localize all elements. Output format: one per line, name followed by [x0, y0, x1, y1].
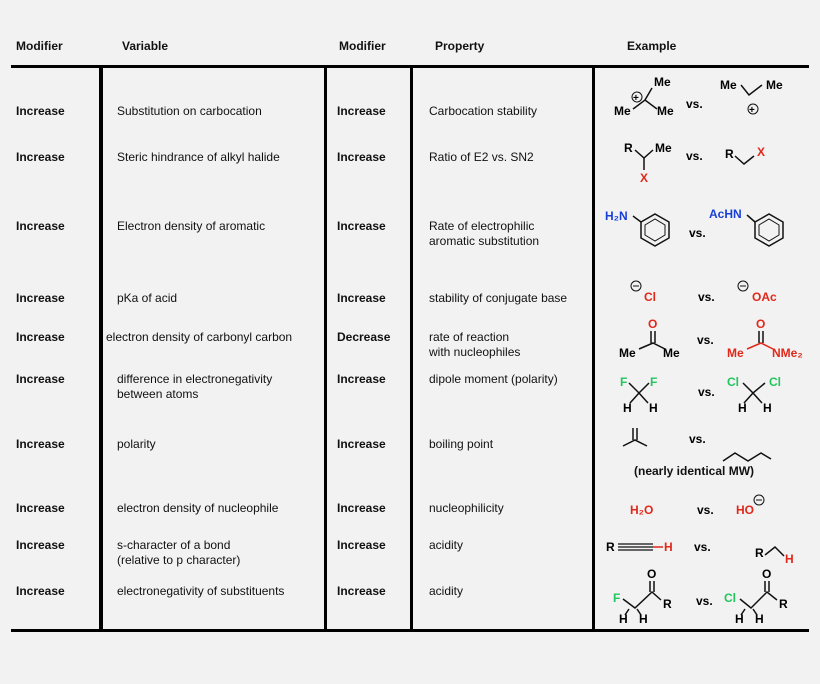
row-modifier-2: Increase [337, 219, 386, 233]
svg-text:F: F [650, 375, 658, 389]
svg-text:R: R [755, 546, 764, 560]
svg-text:Me: Me [766, 78, 783, 92]
nearly-identical-mw-note: (nearly identical MW) [634, 464, 755, 478]
row-modifier-1: Increase [16, 501, 65, 515]
row-modifier-2: Increase [337, 437, 386, 451]
column-divider-1 [99, 68, 103, 629]
row-modifier-1: Increase [16, 538, 65, 552]
aniline-structures [597, 200, 812, 260]
svg-text:X: X [757, 145, 766, 159]
row-variable: electron density of carbonyl carbon [106, 330, 293, 344]
svg-text:O: O [756, 317, 766, 331]
row-property: boiling point [429, 437, 494, 451]
row-modifier-2: Decrease [337, 330, 391, 344]
header-modifier-2: Modifier [339, 39, 386, 53]
svg-text:H₂N: H₂N [605, 209, 628, 223]
header-variable: Variable [122, 39, 169, 53]
svg-text:H: H [623, 401, 632, 415]
column-divider-2 [324, 68, 327, 629]
svg-text:H: H [639, 612, 648, 625]
svg-text:Cl: Cl [724, 591, 736, 605]
svg-text:vs.: vs. [698, 385, 715, 399]
row-modifier-2: Increase [337, 104, 386, 118]
svg-text:Me: Me [654, 75, 671, 89]
row-modifier-2: Increase [337, 291, 386, 305]
svg-text:vs.: vs. [694, 540, 711, 554]
svg-text:H₂O: H₂O [630, 503, 654, 517]
column-divider-4 [592, 68, 595, 629]
substituent-structures [597, 565, 812, 625]
row-modifier-1: Increase [16, 291, 65, 305]
row-variable: electron density of nucleophile [117, 501, 279, 515]
svg-text:+: + [633, 93, 639, 104]
row-variable: polarity [117, 437, 156, 451]
dipole-structures [597, 370, 812, 430]
svg-text:H: H [763, 401, 772, 415]
row-property: Rate of electrophilic aromatic substitution [429, 219, 540, 248]
svg-text:Cl: Cl [727, 375, 739, 389]
svg-text:Me: Me [727, 346, 744, 360]
svg-text:Me: Me [720, 78, 737, 92]
row-modifier-1: Increase [16, 372, 65, 386]
column-divider-3 [410, 68, 413, 629]
example-carbocation [597, 75, 812, 135]
svg-text:NMe₂: NMe₂ [772, 346, 803, 360]
row-property: nucleophilicity [429, 501, 504, 515]
svg-text:F: F [620, 375, 628, 389]
row-modifier-2: Increase [337, 538, 386, 552]
svg-text:Cl: Cl [644, 290, 656, 304]
row-modifier-1: Increase [16, 584, 65, 598]
example-carbonyl [597, 316, 812, 376]
row-modifier-2: Increase [337, 584, 386, 598]
row-property: acidity [429, 538, 464, 552]
svg-text:O: O [648, 317, 658, 331]
svg-text:Me: Me [619, 346, 636, 360]
example-aromatic [597, 200, 812, 260]
svg-text:R: R [663, 597, 672, 611]
svg-text:H: H [785, 552, 794, 566]
svg-text:Cl: Cl [769, 375, 781, 389]
row-property: acidity [429, 584, 464, 598]
row-variable: Steric hindrance of alkyl halide [117, 150, 280, 164]
row-modifier-1: Increase [16, 104, 65, 118]
svg-text:O: O [647, 567, 657, 581]
svg-text:AcHN: AcHN [709, 207, 742, 221]
svg-text:R: R [606, 540, 615, 554]
svg-text:X: X [640, 171, 649, 185]
row-modifier-1: Increase [16, 150, 65, 164]
row-variable: s-character of a bond (relative to p character) [117, 538, 241, 567]
carbocation-structures [597, 75, 812, 135]
svg-text:vs.: vs. [697, 333, 714, 347]
svg-text:Me: Me [657, 104, 674, 118]
row-property: rate of reaction with nucleophiles [429, 330, 521, 359]
svg-text:vs.: vs. [689, 432, 706, 446]
row-variable: Electron density of aromatic [117, 219, 266, 233]
row-property: stability of conjugate base [429, 291, 568, 305]
svg-text:H: H [755, 612, 764, 625]
row-variable: difference in electronegativity between atoms [117, 372, 273, 401]
header-example: Example [627, 39, 677, 53]
svg-text:vs.: vs. [686, 149, 703, 163]
example-substituents [597, 565, 812, 625]
row-property: Carbocation stability [429, 104, 538, 118]
svg-text:R: R [725, 147, 734, 161]
bottom-rule [11, 629, 809, 632]
example-alkyl-halide [597, 132, 812, 192]
svg-text:OAc: OAc [752, 290, 777, 304]
svg-text:Me: Me [614, 104, 631, 118]
svg-text:vs.: vs. [697, 503, 714, 517]
row-modifier-2: Increase [337, 501, 386, 515]
svg-text:H: H [649, 401, 658, 415]
example-dipole [597, 370, 812, 430]
svg-text:H: H [619, 612, 628, 625]
svg-text:Me: Me [663, 346, 680, 360]
row-property: Ratio of E2 vs. SN2 [429, 150, 534, 164]
row-variable: electronegativity of substituents [117, 584, 285, 598]
row-modifier-1: Increase [16, 330, 65, 344]
svg-text:vs.: vs. [696, 594, 713, 608]
svg-text:vs.: vs. [698, 290, 715, 304]
svg-text:R: R [779, 597, 788, 611]
row-variable: Substitution on carbocation [117, 104, 262, 118]
carbonyl-structures [597, 316, 812, 376]
alkyl-halide-structures [597, 132, 812, 192]
svg-text:Me: Me [655, 141, 672, 155]
svg-text:O: O [762, 567, 772, 581]
svg-text:R: R [624, 141, 633, 155]
svg-text:H: H [738, 401, 747, 415]
svg-text:vs.: vs. [689, 226, 706, 240]
svg-text:vs.: vs. [686, 97, 703, 111]
row-modifier-1: Increase [16, 219, 65, 233]
header-property: Property [435, 39, 485, 53]
row-modifier-2: Increase [337, 372, 386, 386]
row-variable: pKa of acid [117, 291, 178, 305]
row-modifier-1: Increase [16, 437, 65, 451]
svg-text:HO: HO [736, 503, 754, 517]
header-modifier-1: Modifier [16, 39, 63, 53]
row-modifier-2: Increase [337, 150, 386, 164]
svg-text:F: F [613, 591, 621, 605]
svg-text:H: H [735, 612, 744, 625]
svg-text:+: + [749, 105, 755, 116]
row-property: dipole moment (polarity) [429, 372, 558, 386]
svg-text:H: H [664, 540, 673, 554]
